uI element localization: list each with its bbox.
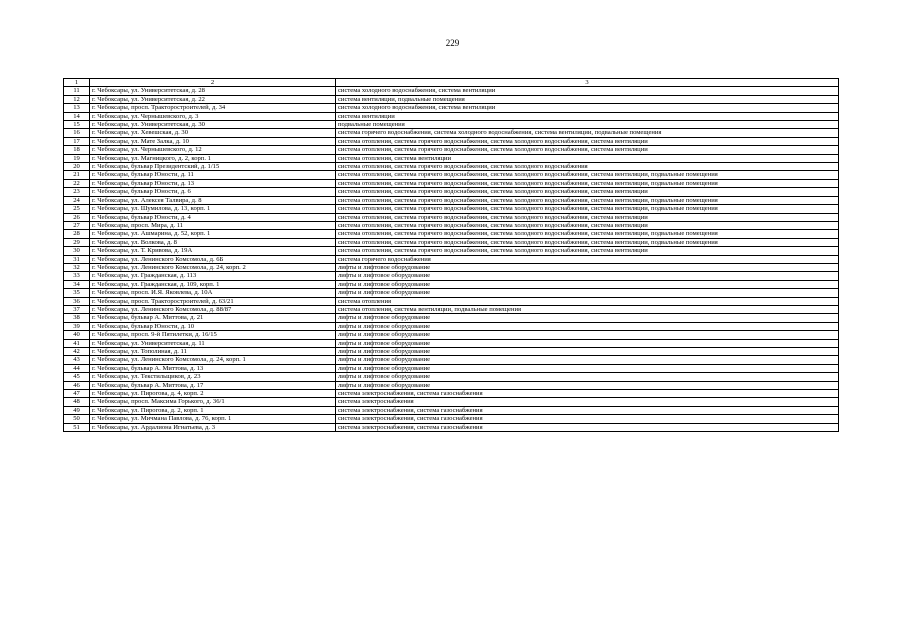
table-row — [64, 188, 839, 196]
address-cell: г. Чебоксары, ул. Мичмана Павлова, д. 76, корп. 1 — [90, 415, 336, 423]
address-cell: г. Чебоксары, просп. Тракторостроителей, д. 34 — [90, 104, 336, 112]
systems-cell: система электроснабжения, система газоснабжения — [336, 415, 839, 423]
address-cell: г. Чебоксары, ул. Волкова, д. 8 — [90, 238, 336, 246]
address-cell: г. Чебоксары, ул. Шумилова, д. 13, корп. 1 — [90, 205, 336, 213]
row-number-cell: 38 — [64, 314, 90, 322]
address-cell: г. Чебоксары, бульвар Юности, д. 11 — [90, 171, 336, 179]
row-number-cell: 23 — [64, 188, 90, 196]
systems-cell: система электроснабжения — [336, 398, 839, 406]
table-row — [64, 238, 839, 246]
row-number-cell: 12 — [64, 95, 90, 103]
systems-cell: система горячего водоснабжения — [336, 255, 839, 263]
row-number-cell: 26 — [64, 213, 90, 221]
systems-cell: лифты и лифтовое оборудование — [336, 289, 839, 297]
table-row — [64, 205, 839, 213]
address-cell: г. Чебоксары, ул. Ленинского Комсомола, д. 24, корп. 1 — [90, 356, 336, 364]
table-row — [64, 247, 839, 255]
address-cell: г. Чебоксары, бульвар Юности, д. 6 — [90, 188, 336, 196]
row-number-cell: 13 — [64, 104, 90, 112]
table-row — [64, 314, 839, 322]
systems-cell: система отопления, система вентиляции, подвальные помещения — [336, 305, 839, 313]
systems-cell: подвальные помещения — [336, 121, 839, 129]
table-row — [64, 390, 839, 398]
row-number-cell: 31 — [64, 255, 90, 263]
table-row — [64, 230, 839, 238]
address-cell: г. Чебоксары, ул. Университетская, д. 30 — [90, 121, 336, 129]
row-number-cell: 34 — [64, 280, 90, 288]
systems-cell: система отопления, система горячего водоснабжения, система холодного водоснабжения, система вентиляции, подвальные помещения — [336, 171, 839, 179]
row-number-cell: 33 — [64, 272, 90, 280]
table-row — [64, 289, 839, 297]
table-row — [64, 373, 839, 381]
table-row — [64, 398, 839, 406]
systems-cell: лифты и лифтовое оборудование — [336, 339, 839, 347]
row-number-cell: 21 — [64, 171, 90, 179]
address-cell: г. Чебоксары, просп. Максима Горького, д. 36/1 — [90, 398, 336, 406]
row-number-cell: 16 — [64, 129, 90, 137]
address-cell: г. Чебоксары, ул. Алексея Талвира, д. 8 — [90, 196, 336, 204]
systems-cell: лифты и лифтовое оборудование — [336, 364, 839, 372]
row-number-cell: 32 — [64, 263, 90, 271]
row-number-cell: 19 — [64, 154, 90, 162]
address-cell: г. Чебоксары, ул. Университетская, д. 22 — [90, 95, 336, 103]
address-cell: г. Чебоксары, ул. Университетская, д. 28 — [90, 87, 336, 95]
row-number-cell: 35 — [64, 289, 90, 297]
table-row — [64, 255, 839, 263]
table-row — [64, 221, 839, 229]
row-number-cell: 51 — [64, 423, 90, 431]
row-number-cell: 20 — [64, 163, 90, 171]
systems-cell: система холодного водоснабжения, система вентиляции — [336, 87, 839, 95]
table-row — [64, 423, 839, 431]
row-number-cell: 39 — [64, 322, 90, 330]
row-number-cell: 40 — [64, 331, 90, 339]
systems-cell: лифты и лифтовое оборудование — [336, 356, 839, 364]
row-number-cell: 46 — [64, 381, 90, 389]
row-number-cell: 17 — [64, 137, 90, 145]
systems-cell: система отопления, система горячего водоснабжения, система холодного водоснабжения, система вентиляции — [336, 221, 839, 229]
systems-cell: система отопления, система горячего водоснабжения, система холодного водоснабжения, система вентиляции — [336, 137, 839, 145]
systems-cell: система электроснабжения, система газоснабжения — [336, 423, 839, 431]
systems-cell: система вентиляции, подвальные помещения — [336, 95, 839, 103]
address-cell: г. Чебоксары, просп. 9-й Пятилетки, д. 16/15 — [90, 331, 336, 339]
systems-cell: система горячего водоснабжения, система холодного водоснабжения, система вентиляции, подвальные помещения — [336, 129, 839, 137]
address-cell: г. Чебоксары, ул. Университетская, д. 11 — [90, 339, 336, 347]
address-cell: г. Чебоксары, ул. Ленинского Комсомола, д. 88/87 — [90, 305, 336, 313]
address-cell: г. Чебоксары, просп. Тракторостроителей, д. 63/21 — [90, 297, 336, 305]
address-cell: г. Чебоксары, бульвар А. Миттова, д. 17 — [90, 381, 336, 389]
systems-cell: система холодного водоснабжения, система вентиляции — [336, 104, 839, 112]
table-row — [64, 213, 839, 221]
table-row — [64, 381, 839, 389]
systems-cell: система отопления, система горячего водоснабжения, система холодного водоснабжения, система вентиляции, подвальные помещения — [336, 205, 839, 213]
row-number-cell: 48 — [64, 398, 90, 406]
table-row — [64, 137, 839, 145]
systems-cell: система отопления, система горячего водоснабжения, система холодного водоснабжения, система вентиляции, подвальные помещения — [336, 230, 839, 238]
systems-cell: система отопления, система горячего водоснабжения, система холодного водоснабжения, система вентиляции — [336, 146, 839, 154]
address-cell: г. Чебоксары, ул. Ленинского Комсомола, д. 6Б — [90, 255, 336, 263]
row-number-cell: 43 — [64, 356, 90, 364]
address-cell: г. Чебоксары, ул. Гражданская, д. 113 — [90, 272, 336, 280]
systems-cell: система вентиляции — [336, 112, 839, 120]
table-row — [64, 406, 839, 414]
address-cell: г. Чебоксары, ул. Ашмарина, д. 52, корп. 1 — [90, 230, 336, 238]
systems-cell: система отопления, система горячего водоснабжения, система холодного водоснабжения, система вентиляции, подвальные помещения — [336, 238, 839, 246]
systems-cell: система отопления, система горячего водоснабжения, система холодного водоснабжения, система вентиляции — [336, 247, 839, 255]
row-number-cell: 49 — [64, 406, 90, 414]
systems-cell: система отопления, система горячего водоснабжения, система холодного водоснабжения, система вентиляции — [336, 188, 839, 196]
header-cell-3: 3 — [336, 79, 839, 87]
table-row — [64, 297, 839, 305]
table-row — [64, 179, 839, 187]
row-number-cell: 37 — [64, 305, 90, 313]
systems-cell: лифты и лифтовое оборудование — [336, 331, 839, 339]
header-cell-2: 2 — [90, 79, 336, 87]
address-cell: г. Чебоксары, ул. Т. Кривова, д. 19А — [90, 247, 336, 255]
row-number-cell: 15 — [64, 121, 90, 129]
row-number-cell: 30 — [64, 247, 90, 255]
address-cell: г. Чебоксары, ул. Чернышевского, д. 12 — [90, 146, 336, 154]
table-row — [64, 196, 839, 204]
table-row — [64, 87, 839, 95]
row-number-cell: 41 — [64, 339, 90, 347]
table-row — [64, 104, 839, 112]
table-row — [64, 272, 839, 280]
address-cell: г. Чебоксары, ул. Ардалиона Игнатьева, д. 3 — [90, 423, 336, 431]
systems-cell: лифты и лифтовое оборудование — [336, 381, 839, 389]
row-number-cell: 44 — [64, 364, 90, 372]
address-cell: г. Чебоксары, ул. Магницкого, д. 2, корп. 1 — [90, 154, 336, 162]
address-cell: г. Чебоксары, просп. Мира, д. 11 — [90, 221, 336, 229]
table-row — [64, 348, 839, 356]
systems-cell: система электроснабжения, система газоснабжения — [336, 390, 839, 398]
systems-cell: лифты и лифтовое оборудование — [336, 314, 839, 322]
address-cell: г. Чебоксары, бульвар Президентский, д. 1/15 — [90, 163, 336, 171]
systems-cell: лифты и лифтовое оборудование — [336, 280, 839, 288]
systems-cell: система отопления, система горячего водоснабжения, система холодного водоснабжения, система вентиляции — [336, 213, 839, 221]
table-row — [64, 121, 839, 129]
row-number-cell: 11 — [64, 87, 90, 95]
address-cell: г. Чебоксары, бульвар Юности, д. 4 — [90, 213, 336, 221]
systems-cell: система отопления — [336, 297, 839, 305]
table-body — [64, 79, 839, 432]
address-cell: г. Чебоксары, ул. Текстильщиков, д. 23 — [90, 373, 336, 381]
systems-cell: лифты и лифтовое оборудование — [336, 272, 839, 280]
address-cell: г. Чебоксары, ул. Тополиная, д. 11 — [90, 348, 336, 356]
row-number-cell: 50 — [64, 415, 90, 423]
table-row — [64, 146, 839, 154]
header-cell-1: 1 — [64, 79, 90, 87]
table-row — [64, 305, 839, 313]
address-cell: г. Чебоксары, ул. Ленинского Комсомола, д. 24, корп. 2 — [90, 263, 336, 271]
table-row — [64, 280, 839, 288]
address-cell: г. Чебоксары, бульвар Юности, д. 13 — [90, 179, 336, 187]
row-number-cell: 27 — [64, 221, 90, 229]
table-row — [64, 364, 839, 372]
row-number-cell: 24 — [64, 196, 90, 204]
row-number-cell: 47 — [64, 390, 90, 398]
table-header-row — [64, 79, 839, 87]
table-row — [64, 356, 839, 364]
table-row — [64, 339, 839, 347]
table-row — [64, 415, 839, 423]
table-row — [64, 154, 839, 162]
address-cell: г. Чебоксары, ул. Пирогова, д. 2, корп. 1 — [90, 406, 336, 414]
table-row — [64, 163, 839, 171]
address-cell: г. Чебоксары, просп. И.Я. Яковлева, д. 10А — [90, 289, 336, 297]
table-row — [64, 95, 839, 103]
table-row — [64, 322, 839, 330]
systems-cell: лифты и лифтовое оборудование — [336, 348, 839, 356]
systems-cell: система отопления, система горячего водоснабжения, система холодного водоснабжения — [336, 163, 839, 171]
systems-cell: система отопления, система горячего водоснабжения, система холодного водоснабжения, система вентиляции, подвальные помещения — [336, 179, 839, 187]
systems-cell: система отопления, система вентиляции — [336, 154, 839, 162]
table-row — [64, 171, 839, 179]
row-number-cell: 18 — [64, 146, 90, 154]
buildings-table — [63, 78, 839, 432]
address-cell: г. Чебоксары, бульвар А. Миттова, д. 21 — [90, 314, 336, 322]
row-number-cell: 45 — [64, 373, 90, 381]
table-row — [64, 112, 839, 120]
systems-cell: система отопления, система горячего водоснабжения, система холодного водоснабжения, система вентиляции, подвальные помещения — [336, 196, 839, 204]
systems-cell: лифты и лифтовое оборудование — [336, 263, 839, 271]
address-cell: г. Чебоксары, ул. Хевешская, д. 30 — [90, 129, 336, 137]
address-cell: г. Чебоксары, ул. Пирогова, д. 4, корп. 2 — [90, 390, 336, 398]
address-cell: г. Чебоксары, бульвар Юности, д. 10 — [90, 322, 336, 330]
address-cell: г. Чебоксары, ул. Чернышевского, д. 3 — [90, 112, 336, 120]
row-number-cell: 14 — [64, 112, 90, 120]
systems-cell: лифты и лифтовое оборудование — [336, 322, 839, 330]
page-number: 229 — [445, 38, 460, 48]
row-number-cell: 28 — [64, 230, 90, 238]
address-cell: г. Чебоксары, бульвар А. Миттова, д. 13 — [90, 364, 336, 372]
row-number-cell: 36 — [64, 297, 90, 305]
systems-cell: система электроснабжения, система газоснабжения — [336, 406, 839, 414]
row-number-cell: 25 — [64, 205, 90, 213]
address-cell: г. Чебоксары, ул. Мате Залка, д. 10 — [90, 137, 336, 145]
row-number-cell: 29 — [64, 238, 90, 246]
row-number-cell: 42 — [64, 348, 90, 356]
table-row — [64, 263, 839, 271]
address-cell: г. Чебоксары, ул. Гражданская, д. 109, корп. 1 — [90, 280, 336, 288]
table-row — [64, 331, 839, 339]
table-row — [64, 129, 839, 137]
systems-cell: лифты и лифтовое оборудование — [336, 373, 839, 381]
row-number-cell: 22 — [64, 179, 90, 187]
